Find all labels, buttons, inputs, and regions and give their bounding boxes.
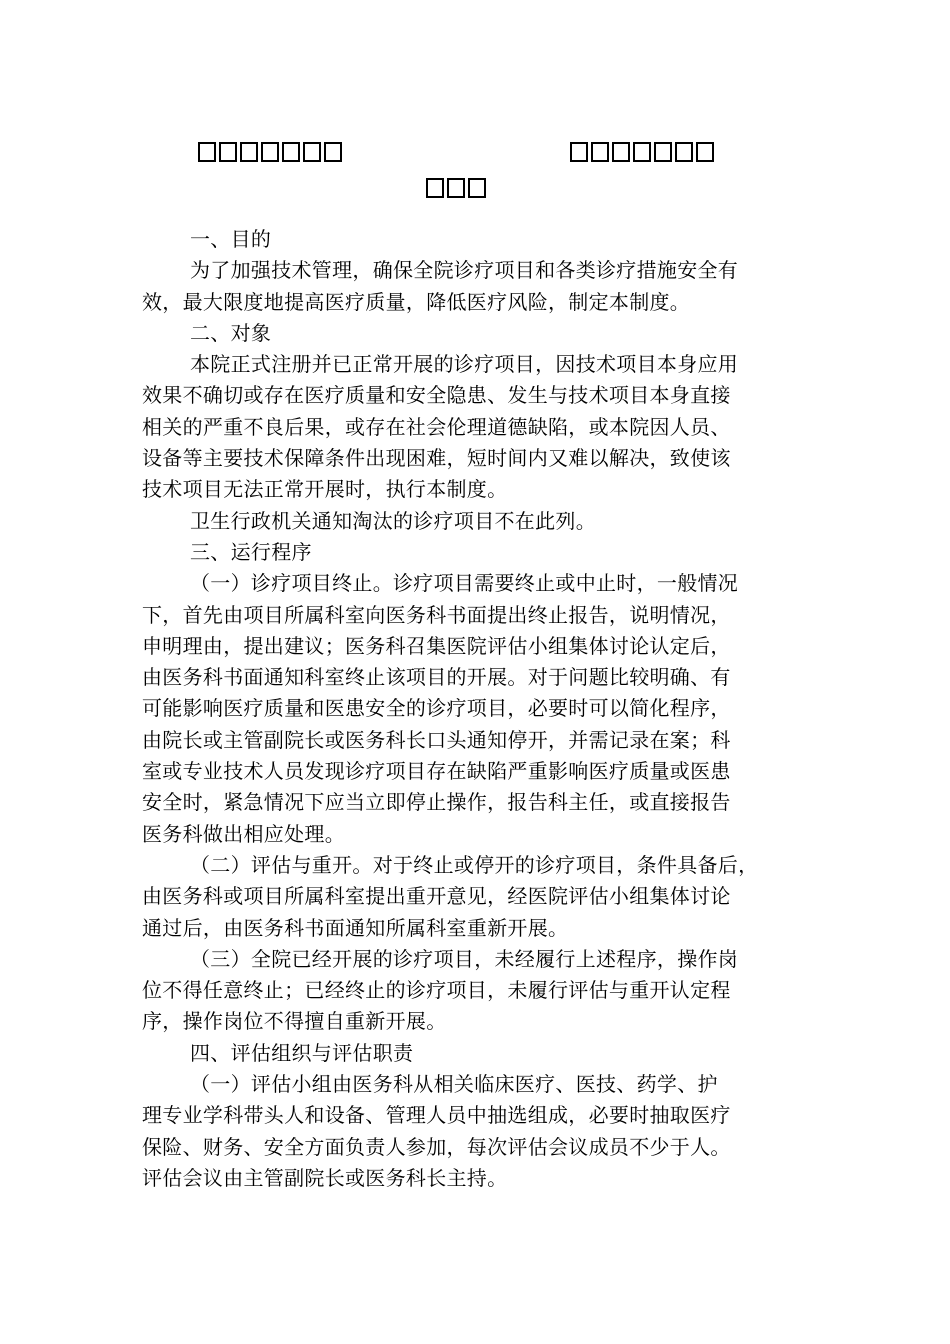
paragraph-line: 下，首先由项目所属科室向医务科书面提出终止报告，说明情况， xyxy=(142,602,731,627)
title-left-missing-glyphs xyxy=(198,142,342,162)
section-heading-purpose: 一、目的 xyxy=(190,227,272,251)
paragraph-line: 卫生行政机关通知淘汰的诊疗项目不在此列。 xyxy=(190,508,596,533)
paragraph-line: 效果不确切或存在医疗质量和安全隐患、发生与技术项目本身直接 xyxy=(142,383,731,408)
missing-glyph-icon xyxy=(426,178,444,198)
paragraph-line: 由院长或主管副院长或医务科长口头通知停开，并需记录在案；科 xyxy=(142,727,731,752)
title-right-missing-glyphs xyxy=(570,142,714,162)
missing-glyph-icon xyxy=(468,178,486,198)
missing-glyph-icon xyxy=(219,142,237,162)
paragraph-line: 室或专业技术人员发现诊疗项目存在缺陷严重影响医疗质量或医患 xyxy=(142,759,731,784)
missing-glyph-icon xyxy=(303,142,321,162)
missing-glyph-icon xyxy=(654,142,672,162)
missing-glyph-icon xyxy=(198,142,216,162)
missing-glyph-icon xyxy=(696,142,714,162)
title-row xyxy=(0,142,950,176)
missing-glyph-icon xyxy=(324,142,342,162)
paragraph-line: 医务科做出相应处理。 xyxy=(142,821,345,846)
paragraph-line: 相关的严重不良后果，或存在社会伦理道德缺陷，或本院因人员、 xyxy=(142,414,731,439)
section-heading-procedure: 三、运行程序 xyxy=(190,539,312,564)
paragraph-line: 可能影响医疗质量和医患安全的诊疗项目，必要时可以简化程序， xyxy=(142,696,731,721)
paragraph-line: 技术项目无法正常开展时，执行本制度。 xyxy=(142,477,508,502)
missing-glyph-icon xyxy=(282,142,300,162)
missing-glyph-icon xyxy=(240,142,258,162)
paragraph-line: 效，最大限度地提高医疗质量，降低医疗风险，制定本制度。 xyxy=(142,289,691,314)
paragraph-line: 位不得任意终止；已经终止的诊疗项目，未履行评估与重开认定程 xyxy=(142,978,731,1003)
missing-glyph-icon xyxy=(591,142,609,162)
missing-glyph-icon xyxy=(612,142,630,162)
missing-glyph-icon xyxy=(675,142,693,162)
paragraph-line: 设备等主要技术保障条件出现困难，短时间内又难以解决，致使该 xyxy=(142,446,731,471)
paragraph-line: 为了加强技术管理，确保全院诊疗项目和各类诊疗措施安全有 xyxy=(190,258,739,283)
missing-glyph-icon xyxy=(447,178,465,198)
paragraph-line: （三）全院已经开展的诊疗项目，未经履行上述程序，操作岗 xyxy=(190,946,739,971)
paragraph-line: 安全时，紧急情况下应当立即停止操作，报告科主任，或直接报告 xyxy=(142,790,731,815)
missing-glyph-icon xyxy=(570,142,588,162)
missing-glyph-icon xyxy=(633,142,651,162)
paragraph-line: （一）评估小组由医务科从相关临床医疗、医技、药学、护 xyxy=(190,1072,718,1097)
paragraph-line: 序，操作岗位不得擅自重新开展。 xyxy=(142,1009,447,1034)
section-heading-scope: 二、对象 xyxy=(190,320,272,345)
paragraph-line: 保险、财务、安全方面负责人参加，每次评估会议成员不少于人。 xyxy=(142,1134,731,1159)
paragraph-line: 本院正式注册并已正常开展的诊疗项目，因技术项目本身应用 xyxy=(190,352,739,377)
paragraph-line: 由医务科书面通知科室终止该项目的开展。对于问题比较明确、有 xyxy=(142,665,731,690)
missing-glyph-icon xyxy=(261,142,279,162)
title-second-line-missing-glyphs xyxy=(426,178,486,198)
paragraph-line: （二）评估与重开。对于终止或停开的诊疗项目，条件具备后， xyxy=(190,852,759,877)
document-body xyxy=(142,224,782,1194)
paragraph-line: 由医务科或项目所属科室提出重开意见，经医院评估小组集体讨论 xyxy=(142,884,731,909)
paragraph-line: 理专业学科带头人和设备、管理人员中抽选组成，必要时抽取医疗 xyxy=(142,1103,731,1128)
paragraph-line: 通过后，由医务科书面通知所属科室重新开展。 xyxy=(142,915,569,940)
section-heading-evaluation: 四、评估组织与评估职责 xyxy=(190,1040,414,1065)
paragraph-line: （一）诊疗项目终止。诊疗项目需要终止或中止时，一般情况 xyxy=(190,571,739,596)
paragraph-line: 评估会议由主管副院长或医务科长主持。 xyxy=(142,1165,508,1190)
paragraph-line: 申明理由，提出建议；医务科召集医院评估小组集体讨论认定后， xyxy=(142,633,731,658)
